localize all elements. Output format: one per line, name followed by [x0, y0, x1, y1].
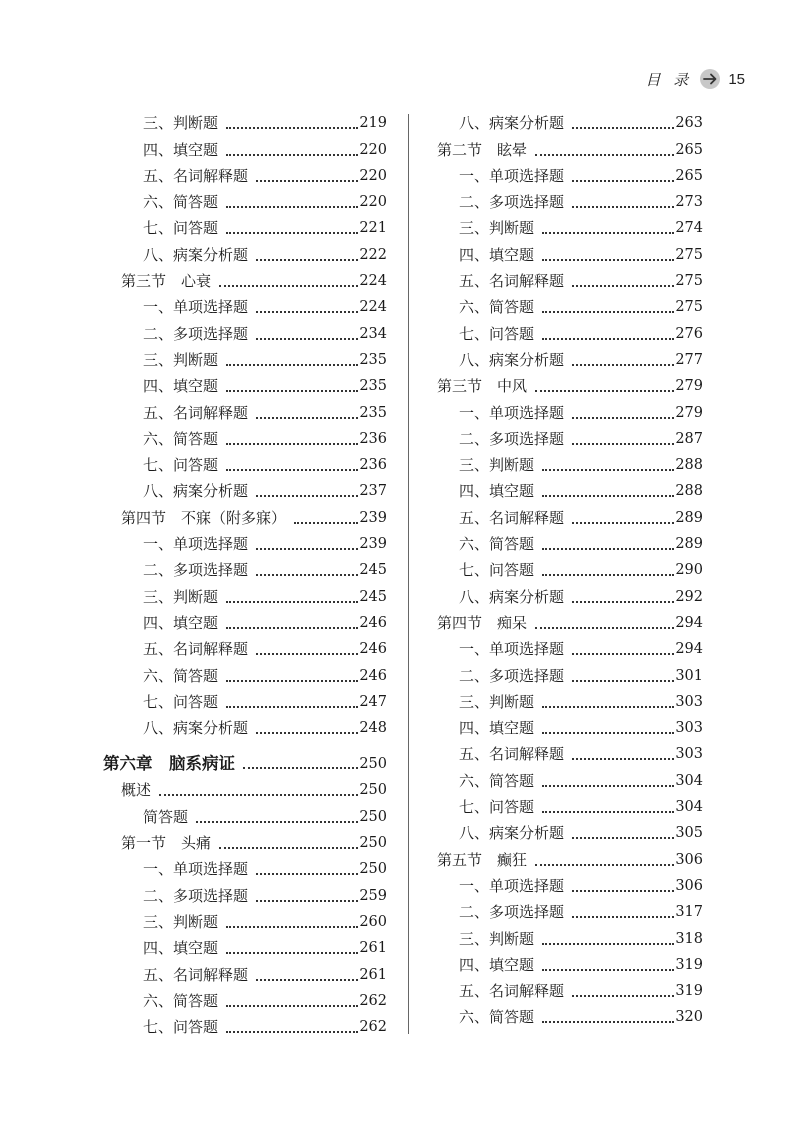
toc-entry-page: 220 — [359, 167, 387, 184]
toc-entry-page: 235 — [359, 404, 387, 421]
toc-entry-title: 四、填空题 — [143, 939, 219, 958]
toc-entry-title: 三、判断题 — [143, 912, 219, 931]
toc-entry-page: 273 — [675, 194, 703, 211]
dot-leader — [572, 758, 674, 760]
dot-leader — [219, 285, 358, 287]
dot-leader — [542, 548, 674, 550]
toc-entry-title: 三、判断题 — [459, 692, 535, 711]
toc-entry-title: 三、判断题 — [459, 929, 535, 948]
toc-entry-page: 246 — [359, 641, 387, 658]
toc-entry-page: 303 — [675, 693, 703, 710]
toc-entry-title: 七、问答题 — [459, 798, 535, 817]
dot-leader — [572, 206, 674, 208]
dot-leader — [542, 969, 674, 971]
toc-entry-sub[interactable] — [103, 160, 387, 186]
toc-entry-sub[interactable] — [437, 896, 703, 922]
toc-entry-sub[interactable] — [437, 659, 703, 685]
dot-leader — [572, 680, 674, 682]
toc-entry-title: 五、名词解释题 — [143, 965, 249, 984]
toc-entry-title: 第六章 脑系病证 — [103, 754, 235, 774]
toc-entry-page: 319 — [675, 956, 703, 973]
toc-entry-page: 320 — [675, 1009, 703, 1026]
toc-entry-page: 220 — [359, 194, 387, 211]
toc-entry-title: 七、问答题 — [459, 324, 535, 343]
toc-entry-page: 246 — [359, 614, 387, 631]
toc-entry-title: 第二节 眩晕 — [437, 140, 528, 159]
toc-entry-page: 304 — [675, 799, 703, 816]
toc-entry-page: 259 — [359, 887, 387, 904]
toc-entry-title: 一、单项选择题 — [459, 403, 565, 422]
dot-leader — [226, 443, 358, 445]
toc-entry-title: 八、病案分析题 — [143, 245, 249, 264]
toc-entry-title: 四、填空题 — [143, 613, 219, 632]
toc-entry-sub[interactable] — [437, 949, 703, 975]
toc-entry-page: 277 — [675, 351, 703, 368]
toc-entry-page: 235 — [359, 351, 387, 368]
toc-entry-page: 318 — [675, 930, 703, 947]
toc-entry-page: 236 — [359, 457, 387, 474]
toc-entry-title: 六、简答题 — [459, 298, 535, 317]
toc-entry-sub[interactable] — [437, 501, 703, 527]
dot-leader — [256, 259, 358, 261]
toc-entry-sub[interactable] — [437, 738, 703, 764]
dot-leader — [542, 469, 674, 471]
toc-entry-title: 一、单项选择题 — [459, 640, 565, 659]
toc-entry-sub[interactable] — [437, 817, 703, 843]
toc-entry-page: 236 — [359, 430, 387, 447]
toc-entry-sub[interactable] — [437, 396, 703, 422]
toc-entry-sub[interactable] — [437, 317, 703, 343]
toc-entry-page: 275 — [675, 273, 703, 290]
toc-entry-page: 248 — [359, 720, 387, 737]
toc-entry-sub[interactable] — [437, 870, 703, 896]
toc-entry-page: 219 — [359, 115, 387, 132]
dot-leader — [542, 1021, 674, 1023]
toc-entry-section[interactable] — [103, 501, 387, 527]
toc-entry-title: 三、判断题 — [143, 114, 219, 133]
toc-entry-page: 319 — [675, 983, 703, 1000]
toc-entry-page: 246 — [359, 667, 387, 684]
toc-entry-page: 224 — [359, 273, 387, 290]
toc-entry-page: 250 — [359, 756, 387, 773]
dot-leader — [572, 653, 674, 655]
toc-entry-title: 三、判断题 — [459, 219, 535, 238]
toc-entry-sub[interactable] — [437, 633, 703, 659]
toc-entry-sub[interactable] — [437, 238, 703, 264]
toc-entry-page: 263 — [675, 115, 703, 132]
toc-entry-title: 五、名词解释题 — [459, 982, 565, 1001]
dot-leader — [542, 574, 674, 576]
toc-entry-title: 概述 — [121, 781, 152, 800]
dot-leader — [572, 601, 674, 603]
dot-leader — [542, 495, 674, 497]
toc-entry-page: 294 — [675, 614, 703, 631]
toc-entry-page: 265 — [675, 141, 703, 158]
dot-leader — [226, 926, 358, 928]
toc-entry-title: 一、单项选择题 — [143, 535, 249, 554]
toc-entry-sub[interactable] — [103, 212, 387, 238]
toc-entry-sub[interactable] — [103, 238, 387, 264]
toc-entry-page: 224 — [359, 299, 387, 316]
dot-leader — [535, 864, 674, 866]
toc-entry-sub[interactable] — [437, 1001, 703, 1027]
toc-entry-sub[interactable] — [103, 107, 387, 133]
toc-entry-title: 七、问答题 — [143, 456, 219, 475]
toc-entry-page: 275 — [675, 246, 703, 263]
toc-entry-title: 第四节 痴呆 — [437, 613, 528, 632]
toc-entry-title: 一、单项选择题 — [143, 860, 249, 879]
toc-entry-sub[interactable] — [437, 686, 703, 712]
toc-entry-title: 六、简答题 — [143, 991, 219, 1010]
toc-entry-title: 八、病案分析题 — [143, 482, 249, 501]
toc-entry-page: 234 — [359, 325, 387, 342]
arrow-right-icon — [699, 68, 721, 90]
toc-entry-page: 303 — [675, 746, 703, 763]
toc-entry-title: 六、简答题 — [459, 1008, 535, 1027]
toc-left-column — [103, 107, 387, 1037]
toc-entry-title: 五、名词解释题 — [459, 508, 565, 527]
toc-entry-title: 第三节 中风 — [437, 377, 528, 396]
dot-leader — [256, 548, 358, 550]
toc-entry-page: 265 — [675, 167, 703, 184]
toc-entry-page: 261 — [359, 966, 387, 983]
toc-entry-page: 288 — [675, 457, 703, 474]
toc-entry-sub[interactable] — [437, 975, 703, 1001]
dot-leader — [572, 127, 674, 129]
toc-entry-title: 四、填空题 — [143, 377, 219, 396]
toc-entry-title: 二、多项选择题 — [459, 666, 565, 685]
toc-entry-sub[interactable] — [437, 265, 703, 291]
toc-entry-page: 306 — [675, 877, 703, 894]
dot-leader — [256, 900, 358, 902]
dot-leader — [226, 469, 358, 471]
toc-entry-sub[interactable] — [437, 554, 703, 580]
toc-entry-title: 六、简答题 — [143, 429, 219, 448]
toc-entry-title: 八、病案分析题 — [459, 114, 565, 133]
toc-entry-sub[interactable] — [437, 186, 703, 212]
toc-entry-sub[interactable] — [437, 291, 703, 317]
toc-entry-section[interactable] — [103, 774, 387, 800]
toc-entry-sub[interactable] — [103, 580, 387, 606]
toc-entry-title: 三、判断题 — [459, 456, 535, 475]
toc-entry-page: 292 — [675, 588, 703, 605]
toc-entry-section[interactable] — [437, 843, 703, 869]
dot-leader — [226, 364, 358, 366]
toc-entry-section[interactable] — [103, 827, 387, 853]
dot-leader — [542, 785, 674, 787]
toc-entry-title: 一、单项选择题 — [143, 298, 249, 317]
toc-entry-page: 288 — [675, 483, 703, 500]
dot-leader — [226, 706, 358, 708]
dot-leader — [226, 1005, 358, 1007]
toc-right-column — [437, 107, 703, 1027]
toc-entry-section[interactable] — [437, 607, 703, 633]
toc-entry-title: 五、名词解释题 — [143, 403, 249, 422]
dot-leader — [226, 601, 358, 603]
toc-entry-page: 305 — [675, 825, 703, 842]
dot-leader — [542, 811, 674, 813]
toc-entry-page: 250 — [359, 835, 387, 852]
toc-entry-title: 四、填空题 — [143, 140, 219, 159]
dot-leader — [572, 180, 674, 182]
dot-leader — [572, 916, 674, 918]
toc-entry-page: 247 — [359, 693, 387, 710]
toc-entry-page: 250 — [359, 782, 387, 799]
toc-entry-page: 262 — [359, 992, 387, 1009]
toc-entry-title: 七、问答题 — [143, 692, 219, 711]
toc-entry-page: 306 — [675, 851, 703, 868]
toc-entry-sub[interactable] — [103, 475, 387, 501]
toc-entry-title: 五、名词解释题 — [143, 640, 249, 659]
toc-entry-title: 五、名词解释题 — [459, 272, 565, 291]
dot-leader — [196, 821, 358, 823]
page-number: 15 — [728, 70, 745, 88]
toc-entry-sub[interactable] — [437, 449, 703, 475]
toc-entry-page: 245 — [359, 588, 387, 605]
toc-entry-page: 237 — [359, 483, 387, 500]
column-divider — [408, 114, 409, 1034]
dot-leader — [542, 706, 674, 708]
dot-leader — [572, 364, 674, 366]
dot-leader — [226, 627, 358, 629]
toc-entry-title: 四、填空题 — [459, 955, 535, 974]
toc-entry-sub[interactable] — [103, 659, 387, 685]
dot-leader — [256, 574, 358, 576]
toc-entry-title: 八、病案分析题 — [459, 350, 565, 369]
toc-entry-page: 289 — [675, 536, 703, 553]
toc-entry-title: 一、单项选择题 — [459, 166, 565, 185]
dot-leader — [243, 767, 358, 769]
toc-entry-page: 304 — [675, 772, 703, 789]
dot-leader — [159, 794, 358, 796]
running-header — [646, 66, 745, 92]
toc-entry-title: 四、填空题 — [459, 245, 535, 264]
toc-entry-page: 239 — [359, 509, 387, 526]
dot-leader — [572, 890, 674, 892]
dot-leader — [256, 979, 358, 981]
toc-entry-page: 317 — [675, 904, 703, 921]
toc-entry-sub[interactable] — [103, 528, 387, 554]
dot-leader — [219, 847, 358, 849]
toc-entry-title: 六、简答题 — [459, 771, 535, 790]
toc-entry-sub[interactable] — [103, 879, 387, 905]
toc-entry-sub[interactable] — [103, 291, 387, 317]
dot-leader — [542, 232, 674, 234]
toc-entry-title: 三、判断题 — [143, 350, 219, 369]
dot-leader — [256, 311, 358, 313]
dot-leader — [572, 995, 674, 997]
toc-entry-sub[interactable] — [103, 633, 387, 659]
toc-entry-page: 222 — [359, 246, 387, 263]
dot-leader — [256, 495, 358, 497]
dot-leader — [226, 390, 358, 392]
toc-entry-sub[interactable] — [103, 607, 387, 633]
toc-entry-sub[interactable] — [103, 1011, 387, 1037]
toc-entry-page: 279 — [675, 378, 703, 395]
toc-entry-title: 二、多项选择题 — [459, 193, 565, 212]
toc-entry-title: 四、填空题 — [459, 719, 535, 738]
toc-entry-sub[interactable] — [103, 344, 387, 370]
toc-entry-sub[interactable] — [437, 475, 703, 501]
dot-leader — [572, 522, 674, 524]
toc-entry-sub[interactable] — [437, 791, 703, 817]
toc-entry-page: 275 — [675, 299, 703, 316]
toc-entry-page: 303 — [675, 720, 703, 737]
toc-entry-title: 五、名词解释题 — [459, 745, 565, 764]
toc-entry-page: 294 — [675, 641, 703, 658]
dot-leader — [542, 311, 674, 313]
toc-entry-title: 七、问答题 — [143, 219, 219, 238]
toc-entry-page: 289 — [675, 509, 703, 526]
dot-leader — [542, 732, 674, 734]
dot-leader — [226, 127, 358, 129]
dot-leader — [572, 417, 674, 419]
toc-entry-title: 六、简答题 — [459, 535, 535, 554]
toc-entry-sub[interactable] — [103, 932, 387, 958]
toc-entry-title: 六、简答题 — [143, 666, 219, 685]
dot-leader — [294, 522, 358, 524]
toc-entry-title: 二、多项选择题 — [459, 429, 565, 448]
dot-leader — [226, 154, 358, 156]
toc-entry-title: 五、名词解释题 — [143, 166, 249, 185]
toc-entry-page: 290 — [675, 562, 703, 579]
toc-entry-sub[interactable] — [103, 554, 387, 580]
toc-entry-title: 六、简答题 — [143, 193, 219, 212]
toc-entry-title: 二、多项选择题 — [143, 561, 249, 580]
toc-entry-sub[interactable] — [103, 712, 387, 738]
toc-entry-title: 八、病案分析题 — [459, 587, 565, 606]
toc-entry-sub[interactable] — [103, 133, 387, 159]
toc-entry-title: 简答题 — [143, 807, 189, 826]
toc-entry-page: 261 — [359, 940, 387, 957]
toc-entry-title: 七、问答题 — [143, 1018, 219, 1037]
toc-entry-page: 250 — [359, 808, 387, 825]
toc-entry-sub[interactable] — [437, 160, 703, 186]
toc-entry-page: 279 — [675, 404, 703, 421]
toc-entry-title: 二、多项选择题 — [459, 903, 565, 922]
toc-entry-title: 二、多项选择题 — [143, 324, 249, 343]
toc-entry-sub[interactable] — [103, 396, 387, 422]
dot-leader — [542, 259, 674, 261]
dot-leader — [256, 653, 358, 655]
toc-entry-page: 235 — [359, 378, 387, 395]
toc-entry-sub[interactable] — [103, 317, 387, 343]
dot-leader — [572, 443, 674, 445]
dot-leader — [226, 952, 358, 954]
toc-entry-page: 301 — [675, 667, 703, 684]
toc-entry-title: 第一节 头痛 — [121, 834, 212, 853]
toc-entry-sub[interactable] — [437, 344, 703, 370]
dot-leader — [256, 417, 358, 419]
toc-entry-sub[interactable] — [103, 800, 387, 826]
toc-entry-sub[interactable] — [103, 958, 387, 984]
header-title: 目 录 — [645, 70, 693, 89]
toc-entry-sub[interactable] — [103, 370, 387, 396]
dot-leader — [535, 154, 674, 156]
toc-entry-page: 262 — [359, 1019, 387, 1036]
dot-leader — [226, 206, 358, 208]
toc-entry-page: 239 — [359, 536, 387, 553]
toc-entry-sub[interactable] — [437, 764, 703, 790]
dot-leader — [226, 1031, 358, 1033]
toc-entry-sub[interactable] — [103, 906, 387, 932]
toc-entry-sub[interactable] — [437, 107, 703, 133]
dot-leader — [542, 338, 674, 340]
toc-entry-page: 274 — [675, 220, 703, 237]
toc-entry-sub[interactable] — [437, 712, 703, 738]
toc-entry-sub[interactable] — [103, 686, 387, 712]
toc-entry-title: 一、单项选择题 — [459, 876, 565, 895]
toc-entry-sub[interactable] — [103, 853, 387, 879]
toc-entry-title: 四、填空题 — [459, 482, 535, 501]
toc-entry-page: 245 — [359, 562, 387, 579]
dot-leader — [535, 390, 674, 392]
dot-leader — [256, 873, 358, 875]
dot-leader — [256, 180, 358, 182]
dot-leader — [572, 837, 674, 839]
toc-entry-chapter[interactable] — [103, 738, 387, 774]
toc-entry-title: 第三节 心衰 — [121, 272, 212, 291]
dot-leader — [542, 943, 674, 945]
toc-entry-page: 260 — [359, 913, 387, 930]
dot-leader — [226, 232, 358, 234]
toc-entry-sub[interactable] — [437, 212, 703, 238]
toc-entry-title: 第五节 癫狂 — [437, 850, 528, 869]
dot-leader — [535, 627, 674, 629]
toc-entry-title: 三、判断题 — [143, 587, 219, 606]
toc-entry-sub[interactable] — [103, 449, 387, 475]
dot-leader — [256, 732, 358, 734]
toc-entry-sub[interactable] — [437, 922, 703, 948]
toc-entry-title: 八、病案分析题 — [459, 824, 565, 843]
toc-entry-sub[interactable] — [437, 580, 703, 606]
toc-entry-sub[interactable] — [103, 985, 387, 1011]
toc-entry-sub[interactable] — [437, 528, 703, 554]
dot-leader — [572, 285, 674, 287]
toc-entry-title: 七、问答题 — [459, 561, 535, 580]
toc-entry-page: 250 — [359, 861, 387, 878]
toc-entry-sub[interactable] — [437, 423, 703, 449]
toc-entry-sub[interactable] — [103, 186, 387, 212]
dot-leader — [256, 338, 358, 340]
toc-entry-sub[interactable] — [103, 423, 387, 449]
toc-entry-section[interactable] — [103, 265, 387, 291]
dot-leader — [226, 680, 358, 682]
toc-entry-page: 276 — [675, 325, 703, 342]
toc-entry-page: 221 — [359, 220, 387, 237]
toc-entry-title: 八、病案分析题 — [143, 719, 249, 738]
toc-entry-title: 二、多项选择题 — [143, 886, 249, 905]
toc-entry-page: 287 — [675, 430, 703, 447]
toc-entry-title: 第四节 不寐（附多寐） — [121, 508, 287, 527]
toc-entry-section[interactable] — [437, 370, 703, 396]
toc-entry-page: 220 — [359, 141, 387, 158]
toc-entry-section[interactable] — [437, 133, 703, 159]
